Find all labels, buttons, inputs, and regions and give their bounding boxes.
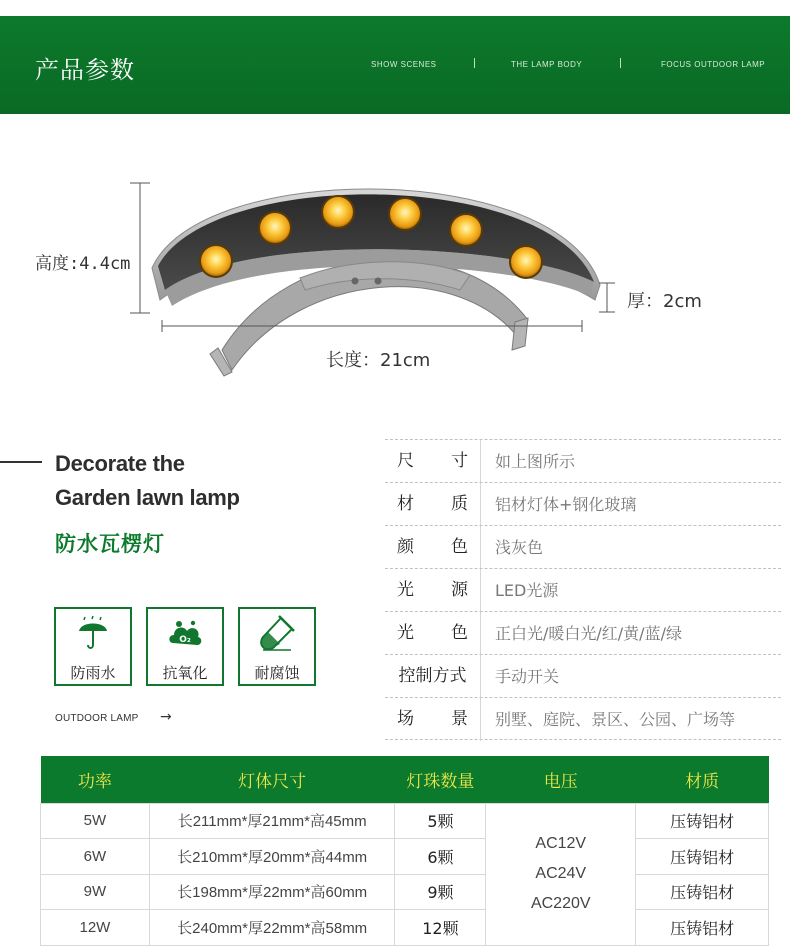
spec-key-char: 源	[451, 580, 468, 600]
spec-value: 别墅、庭院、景区、公园、广场等	[495, 710, 736, 729]
spec-value: 铝材灯体+钢化玻璃	[495, 495, 637, 514]
spec-key-char: 光	[397, 580, 414, 600]
cell-power: 12W	[41, 910, 150, 946]
spec-key-char: 材	[397, 494, 414, 514]
nav-show-scenes[interactable]: SHOW SCENES	[371, 60, 437, 69]
spec-key-char: 色	[451, 623, 468, 643]
spec-value: 浅灰色	[495, 538, 544, 557]
voltage-value: AC220V	[530, 895, 591, 912]
product-figure	[0, 150, 790, 400]
umbrella-rain-icon	[75, 615, 111, 651]
thickness-label: 厚：2cm	[627, 291, 702, 312]
spec-key-char: 质	[451, 494, 468, 514]
spec-value: 正白光/暖白光/红/黄/蓝/绿	[495, 624, 682, 643]
spec-row	[385, 439, 781, 482]
table-row	[41, 874, 769, 910]
feature-antioxidation	[146, 607, 224, 686]
o2-cloud-icon	[167, 615, 203, 651]
nav-divider	[620, 58, 621, 68]
spec-key	[385, 483, 481, 526]
spec-row	[385, 611, 781, 654]
cell-material: 压铸铝材	[636, 910, 769, 946]
voltage-value: AC24V	[535, 865, 587, 882]
spec-key	[385, 698, 481, 741]
table-row	[41, 839, 769, 875]
table-row	[41, 803, 769, 839]
spec-key-char: 场	[397, 709, 414, 729]
cell-power: 5W	[41, 803, 150, 839]
product-name-cn: 防水瓦楞灯	[55, 532, 165, 556]
model-table	[40, 756, 769, 946]
header-size: 灯体尺寸	[149, 756, 395, 803]
feature-rainproof	[54, 607, 132, 686]
header-banner	[0, 16, 790, 114]
intro-title-line1: Decorate the	[55, 451, 185, 476]
feature-corrosion	[238, 607, 316, 686]
arrow-right-icon[interactable]: →	[160, 709, 172, 725]
spec-row	[385, 697, 781, 740]
cell-beads: 6颗	[395, 839, 486, 875]
cell-beads: 12颗	[395, 910, 486, 946]
spec-key	[385, 569, 481, 612]
intro-title	[55, 447, 240, 515]
spec-value: 手动开关	[495, 667, 560, 686]
cell-beads: 9颗	[395, 874, 486, 910]
spec-key-char: 颜	[397, 537, 414, 557]
header-material: 材质	[636, 756, 769, 803]
spec-key	[385, 440, 481, 483]
spec-key-char: 景	[451, 709, 468, 729]
spec-row	[385, 568, 781, 611]
cell-material: 压铸铝材	[636, 874, 769, 910]
header-voltage: 电压	[486, 756, 636, 803]
feature-label: 耐腐蚀	[254, 664, 300, 682]
length-label: 长度：21cm	[326, 350, 431, 371]
cell-size: 长210mm*厚20mm*高44mm	[149, 839, 395, 875]
table-header-row	[41, 756, 769, 803]
intro-title-line2: Garden lawn lamp	[55, 485, 240, 510]
spec-key-char: 寸	[451, 451, 468, 471]
test-tube-icon	[259, 615, 295, 651]
nav-lamp-body[interactable]: THE LAMP BODY	[511, 60, 583, 69]
spec-key	[385, 612, 481, 655]
spec-table	[385, 439, 781, 740]
cell-size: 长198mm*厚22mm*高60mm	[149, 874, 395, 910]
header-power: 功率	[41, 756, 150, 803]
spec-row	[385, 654, 781, 697]
spec-key-char: 光	[397, 623, 414, 643]
spec-key-char: 色	[451, 537, 468, 557]
voltage-value: AC12V	[535, 835, 587, 852]
table-row	[41, 910, 769, 946]
cell-material: 压铸铝材	[636, 839, 769, 875]
spec-row	[385, 525, 781, 568]
height-label: 高度:4.4cm	[35, 254, 131, 274]
page-title: 产品参数	[35, 56, 135, 84]
svg-text:O₂: O₂	[179, 635, 191, 645]
spec-value: LED光源	[495, 581, 559, 600]
cell-size: 长211mm*厚21mm*高45mm	[149, 803, 395, 839]
cell-voltage	[486, 803, 636, 945]
feature-label: 防雨水	[70, 664, 116, 682]
spec-key	[385, 526, 481, 569]
cell-power: 9W	[41, 874, 150, 910]
cell-material: 压铸铝材	[636, 803, 769, 839]
header-beads: 灯珠数量	[395, 756, 486, 803]
spec-key-char: 尺	[397, 451, 414, 471]
spec-value: 如上图所示	[495, 452, 576, 471]
cell-size: 长240mm*厚22mm*高58mm	[149, 910, 395, 946]
nav-focus-outdoor[interactable]: FOCUS OUTDOOR LAMP	[661, 60, 766, 69]
nav-divider	[474, 58, 475, 68]
feature-label: 抗氧化	[162, 664, 208, 682]
cell-beads: 5颗	[395, 803, 486, 839]
spec-key: 控制方式	[385, 655, 481, 698]
cell-power: 6W	[41, 839, 150, 875]
title-rule	[0, 461, 42, 463]
spec-row	[385, 482, 781, 525]
outdoor-lamp-link[interactable]: OUTDOOR LAMP	[55, 713, 139, 724]
